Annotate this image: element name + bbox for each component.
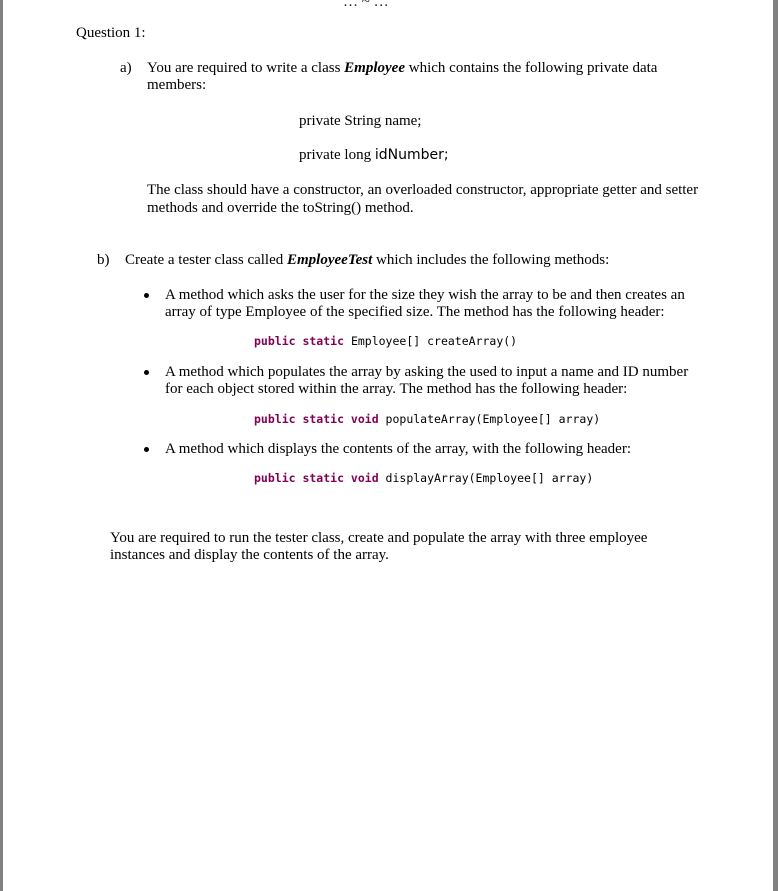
code-keywords: public static bbox=[254, 334, 345, 348]
part-a-description-line2: methods and override the toString() method. bbox=[147, 200, 414, 216]
code-signature: displayArray(Employee[] array) bbox=[378, 471, 594, 485]
bullet-2-line2: for each object stored within the array. The method has the following header: bbox=[165, 381, 628, 397]
bullet-1-line2: array of type Employee of the specified size. The method has the following header: bbox=[165, 304, 665, 320]
bullet-1-line1: A method which asks the user for the size they wish the array to be and then creates an bbox=[165, 287, 685, 303]
code-keywords: public static void bbox=[254, 471, 379, 485]
code-signature: populateArray(Employee[] array) bbox=[378, 412, 601, 426]
part-b-intro-text: Create a tester class called bbox=[125, 252, 287, 268]
closing-line2: instances and display the contents of the array. bbox=[110, 547, 389, 563]
bullet-3-line1: A method which displays the contents of the array, with the following header: bbox=[165, 441, 631, 457]
part-a-intro-text: You are required to write a class bbox=[147, 60, 345, 76]
field-id-declaration bbox=[299, 147, 449, 164]
document-page bbox=[3, 0, 773, 891]
employeetest-class-name: EmployeeTest bbox=[287, 252, 373, 268]
part-b-intro bbox=[125, 252, 609, 269]
field-name-declaration: private String name; bbox=[299, 113, 422, 129]
populate-array-signature bbox=[254, 412, 600, 426]
closing-line1: You are required to run the tester class, create and populate the array with three employee bbox=[110, 530, 648, 546]
question-heading: Question 1: bbox=[76, 25, 146, 41]
bullet-icon bbox=[144, 447, 149, 452]
create-array-signature bbox=[254, 334, 517, 348]
field-id-prefix: private long bbox=[299, 147, 375, 163]
part-b-marker: b) bbox=[97, 252, 110, 268]
part-a-intro-text-end: which contains the following private data bbox=[405, 60, 658, 76]
part-a-marker: a) bbox=[120, 60, 132, 76]
part-a-intro bbox=[147, 60, 657, 77]
employee-class-name: Employee bbox=[344, 60, 405, 76]
cut-off-header-fragment: … ~ … bbox=[343, 0, 389, 10]
part-b-intro-text-end: which includes the following methods: bbox=[372, 252, 610, 268]
part-a-description-line1: The class should have a constructor, an overloaded constructor, appropriate getter and setter bbox=[147, 182, 699, 198]
field-id-name: idNumber; bbox=[374, 147, 449, 163]
bullet-icon bbox=[144, 293, 149, 298]
bullet-2-line1: A method which populates the array by asking the used to input a name and ID number bbox=[165, 364, 689, 380]
code-signature: Employee[] createArray() bbox=[344, 334, 518, 348]
display-array-signature bbox=[254, 471, 593, 485]
code-keywords: public static void bbox=[254, 412, 379, 426]
bullet-icon bbox=[144, 370, 149, 375]
part-a-intro-line2: members: bbox=[147, 77, 207, 93]
